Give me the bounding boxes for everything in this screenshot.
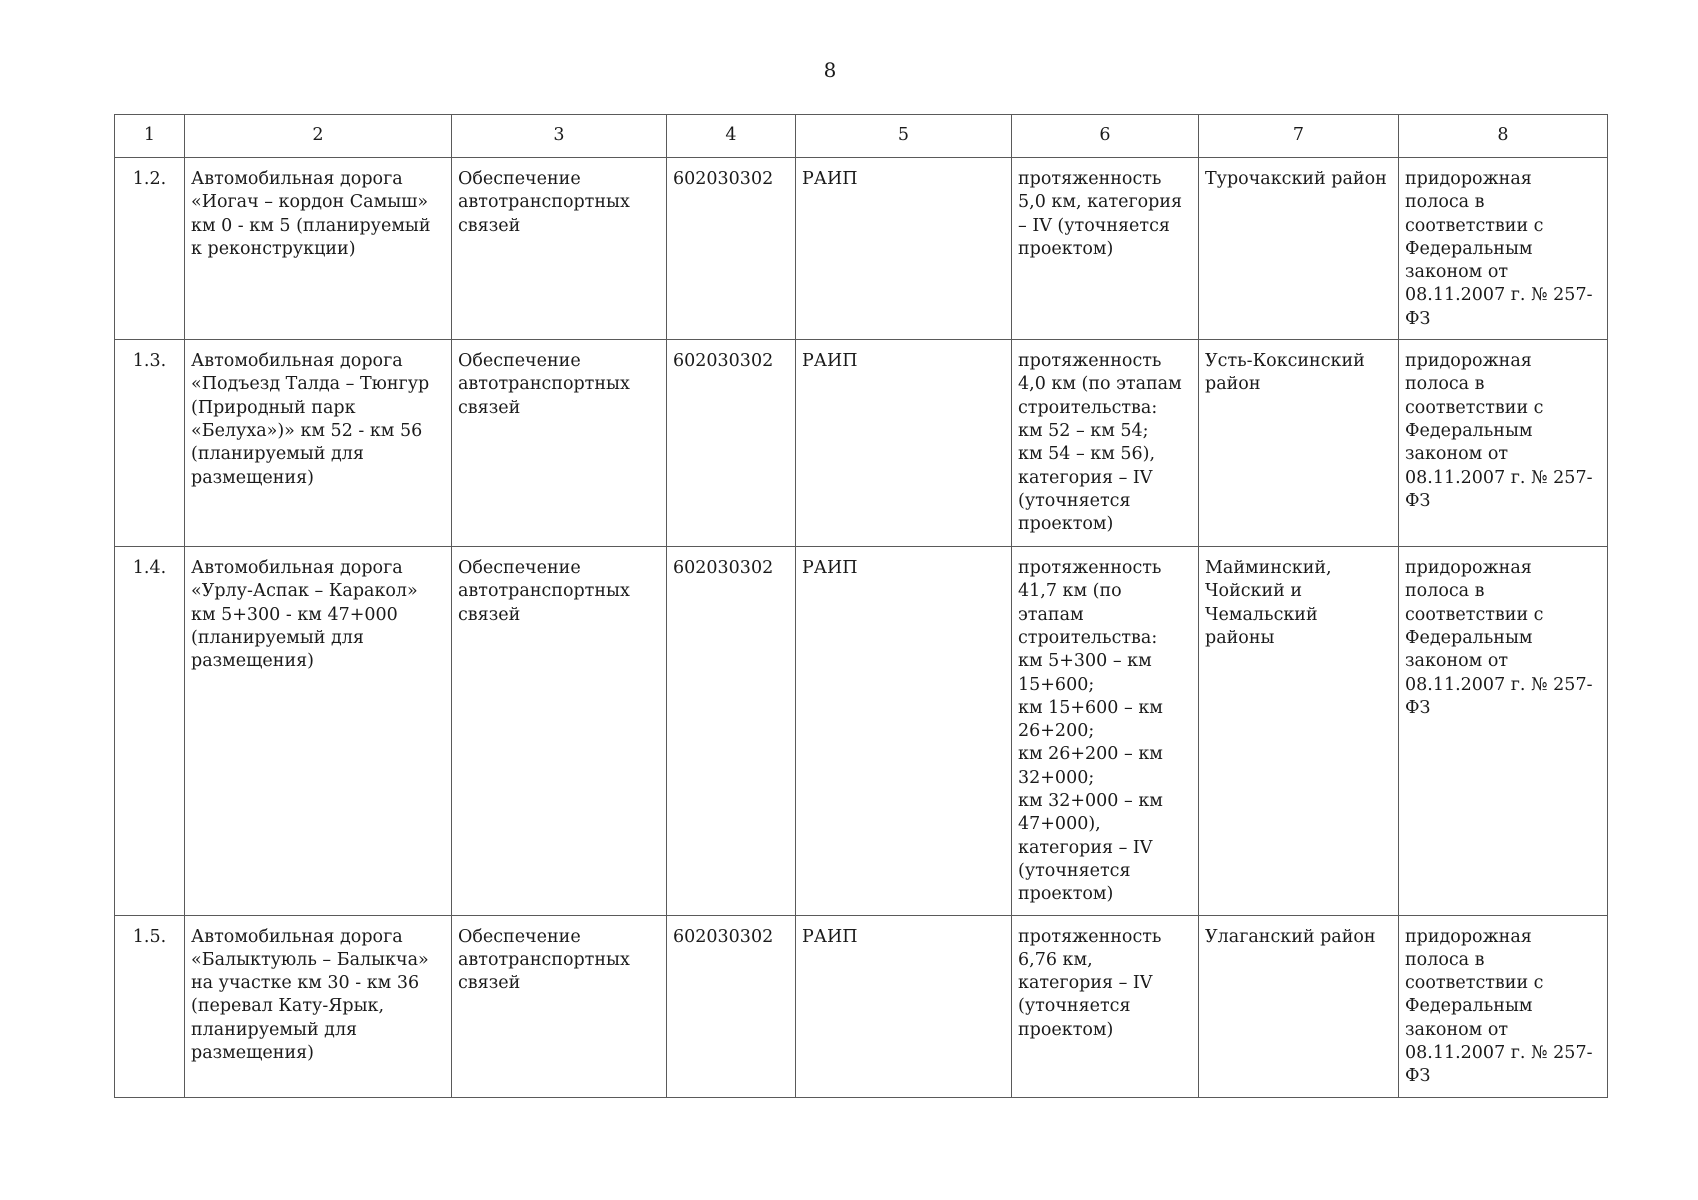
header-cell-5: 5 [796, 115, 1012, 158]
object-location: Турочакский район [1199, 158, 1399, 340]
object-zone: придорожная полоса в соответствии с Федеральным законом от 08.11.2007 г. № 257-ФЗ [1399, 915, 1608, 1097]
header-cell-8: 8 [1399, 115, 1608, 158]
object-zone: придорожная полоса в соответствии с Федеральным законом от 08.11.2007 г. № 257-ФЗ [1399, 340, 1608, 547]
object-characteristics: протяженность 6,76 км, категория – IV (уточняется проектом) [1012, 915, 1199, 1097]
table-row [115, 340, 1608, 547]
row-number: 1.4. [115, 547, 185, 915]
object-name: Автомобильная дорога «Балыктуюль – Балыкча» на участке км 30 - км 36 (перевал Кату-Ярык, планируемый для размещения) [185, 915, 452, 1097]
header-cell-1: 1 [115, 115, 185, 158]
object-type: РАИП [796, 547, 1012, 915]
object-purpose: Обеспечение автотранспортных связей [452, 158, 667, 340]
object-zone: придорожная полоса в соответствии с Федеральным законом от 08.11.2007 г. № 257-ФЗ [1399, 158, 1608, 340]
object-characteristics: протяженность 5,0 км, категория – IV (уточняется проектом) [1012, 158, 1199, 340]
object-type: РАИП [796, 340, 1012, 547]
objects-table [114, 114, 1608, 1098]
object-name: Автомобильная дорога «Подъезд Талда – Тюнгур (Природный парк «Белуха»)» км 52 - км 56 (планируемый для размещения) [185, 340, 452, 547]
object-zone: придорожная полоса в соответствии с Федеральным законом от 08.11.2007 г. № 257-ФЗ [1399, 547, 1608, 915]
object-location: Улаганский район [1199, 915, 1399, 1097]
object-location: Усть-Коксинский район [1199, 340, 1399, 547]
page-number: 8 [823, 58, 837, 82]
object-type: РАИП [796, 915, 1012, 1097]
object-code: 602030302 [667, 915, 796, 1097]
object-location: Майминский, Чойский и Чемальский районы [1199, 547, 1399, 915]
table-row [115, 547, 1608, 915]
object-code: 602030302 [667, 158, 796, 340]
object-purpose: Обеспечение автотранспортных связей [452, 915, 667, 1097]
header-cell-4: 4 [667, 115, 796, 158]
table-row [115, 915, 1608, 1097]
header-cell-7: 7 [1199, 115, 1399, 158]
header-cell-6: 6 [1012, 115, 1199, 158]
header-cell-3: 3 [452, 115, 667, 158]
object-characteristics: протяженность 4,0 км (по этапам строительства: км 52 – км 54; км 54 – км 56), категория – IV (уточняется проектом) [1012, 340, 1199, 547]
object-name: Автомобильная дорога «Урлу-Аспак – Каракол» км 5+300 - км 47+000 (планируемый для размещения) [185, 547, 452, 915]
row-number: 1.5. [115, 915, 185, 1097]
object-purpose: Обеспечение автотранспортных связей [452, 340, 667, 547]
object-code: 602030302 [667, 340, 796, 547]
object-type: РАИП [796, 158, 1012, 340]
object-purpose: Обеспечение автотранспортных связей [452, 547, 667, 915]
object-characteristics: протяженность 41,7 км (по этапам строительства: км 5+300 – км 15+600; км 15+600 – км 26+200; км 26+200 – км 32+000; км 32+000 – км 47+000), категория – IV (уточняется проектом) [1012, 547, 1199, 915]
object-name: Автомобильная дорога «Иогач – кордон Самыш» км 0 - км 5 (планируемый к реконструкции) [185, 158, 452, 340]
header-cell-2: 2 [185, 115, 452, 158]
table-header-row [115, 115, 1608, 158]
row-number: 1.3. [115, 340, 185, 547]
object-code: 602030302 [667, 547, 796, 915]
table-row [115, 158, 1608, 340]
row-number: 1.2. [115, 158, 185, 340]
